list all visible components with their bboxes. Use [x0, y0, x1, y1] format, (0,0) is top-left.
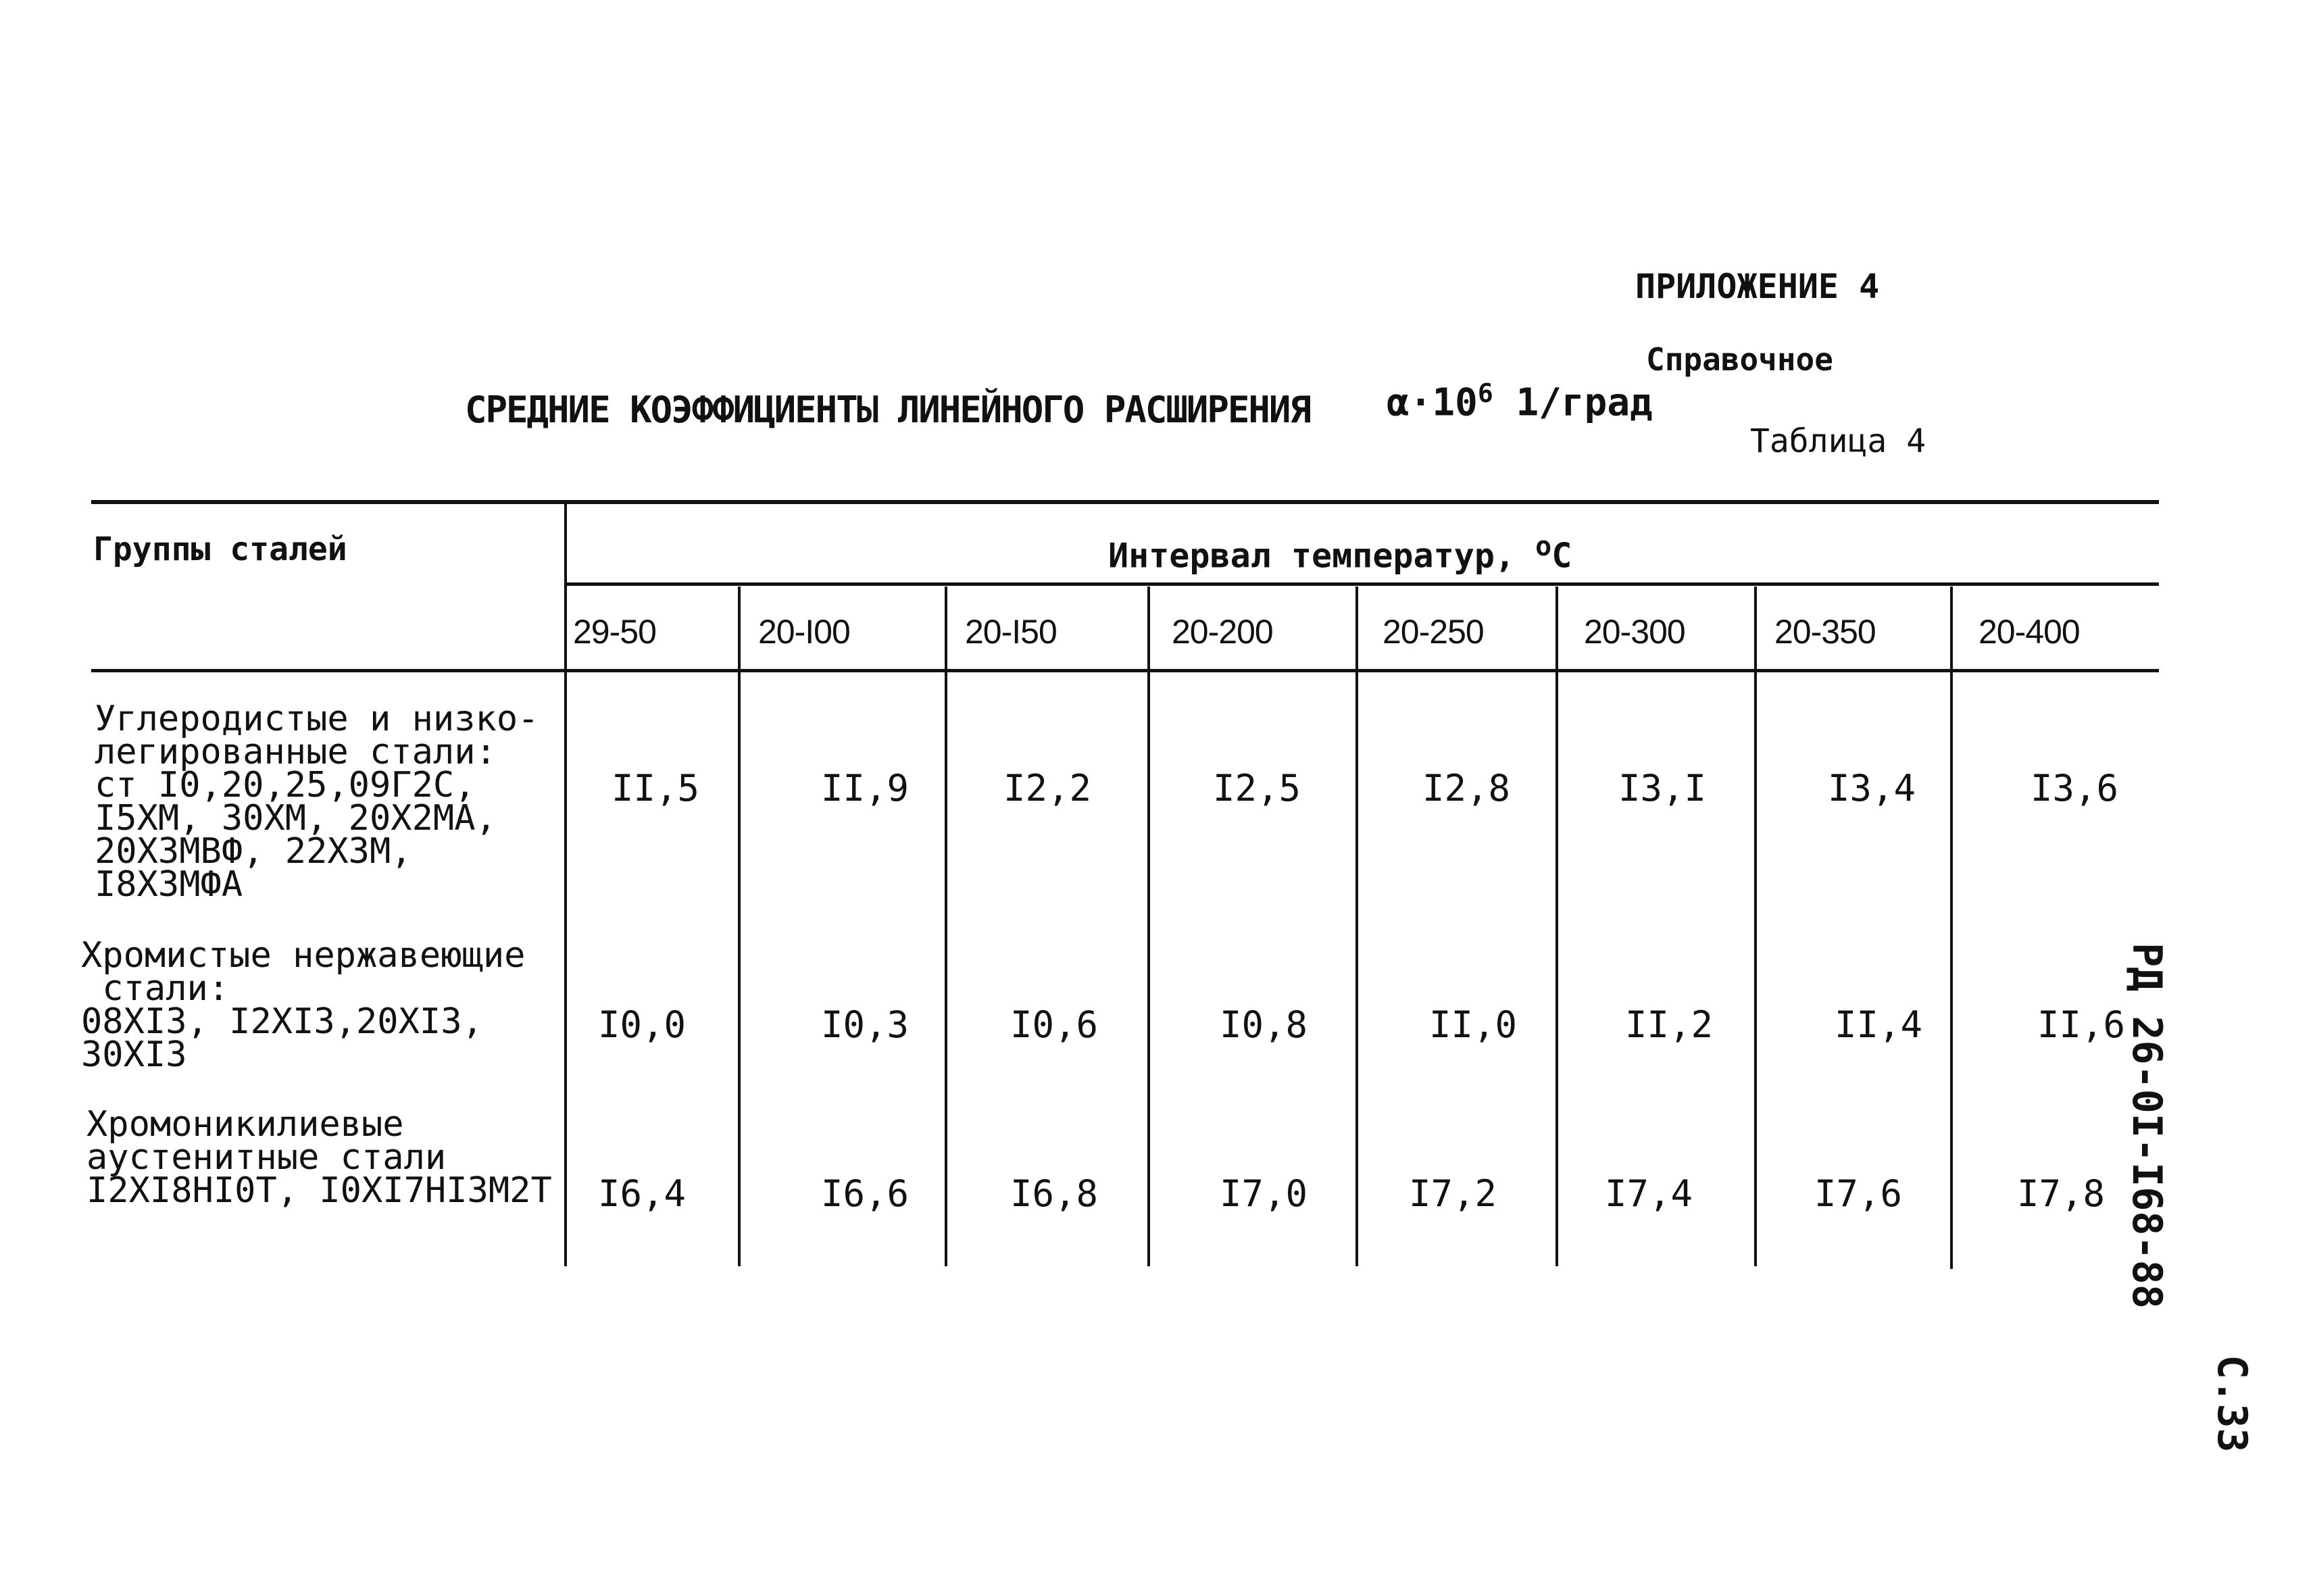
table-cell: I3,6: [2030, 767, 2119, 809]
table-cell: I3,I: [1618, 767, 1707, 809]
document-title: СРЕДНИЕ КОЭФФИЦИЕНТЫ ЛИНЕЙНОГО РАСШИРЕНИЯ: [465, 389, 1310, 431]
column-divider: [1555, 587, 1558, 1266]
interval-header-divider: [565, 582, 2159, 586]
interval-header-text: Интервал температур,: [1108, 536, 1516, 576]
range-header: 20-I00: [758, 613, 850, 651]
table-cell: I2,2: [1003, 767, 1092, 809]
table-cell: I7,4: [1604, 1172, 1693, 1215]
degree-sign: o: [1535, 531, 1552, 562]
table-cell: I6,6: [820, 1172, 910, 1215]
table-cell: I3,4: [1827, 767, 1916, 809]
appendix-label: ПРИЛОЖЕНИЕ 4: [1635, 267, 1880, 306]
page-number: С.33: [2208, 1355, 2256, 1453]
table-cell: II,2: [1624, 1003, 1714, 1046]
column-divider: [1355, 587, 1358, 1266]
steel-group-label: Углеродистые и низко- легированные стали: ст I0,20,25,09Г2С, I5ХМ, 30ХМ, 20Х2МА, 20Х3МВФ, 22Х3М, I8Х3МФА: [95, 699, 539, 905]
table-top-border: [91, 500, 2159, 504]
units-exponent: 6: [1477, 378, 1493, 408]
steel-group-label: Хромоникилиевые аустенитные стали I2ХI8НI0Т, I0ХI7НI3М2Т: [86, 1104, 552, 1211]
column-divider: [1754, 587, 1757, 1266]
table-cell: II,5: [611, 767, 700, 809]
steel-group-label: Хромистые нержавеющие стали: 08ХI3, I2ХI3,20ХI3, 30ХI3: [81, 935, 526, 1075]
table-cell: I2,8: [1422, 767, 1511, 809]
range-header: 29-50: [573, 613, 656, 651]
table-cell: I6,8: [1010, 1172, 1099, 1215]
interval-header-unit: C: [1551, 536, 1572, 576]
units-tail: 1/град: [1493, 380, 1653, 425]
column-divider: [564, 503, 567, 1266]
units-symbol: α·10: [1387, 380, 1478, 425]
range-header: 20-I50: [965, 613, 1057, 651]
table-cell: I7,0: [1219, 1172, 1308, 1215]
range-header: 20-350: [1774, 613, 1876, 651]
table-cell: II,6: [2037, 1003, 2126, 1046]
range-header: 20-250: [1383, 613, 1484, 651]
interval-column-header: [1108, 531, 1572, 576]
table-cell: II,0: [1428, 1003, 1518, 1046]
table-cell: I7,8: [2016, 1172, 2106, 1215]
table-cell: II,4: [1834, 1003, 1923, 1046]
table-cell: I0,3: [820, 1003, 910, 1046]
column-divider: [945, 587, 947, 1266]
range-header: 20-300: [1584, 613, 1685, 651]
table-cell: I7,2: [1408, 1172, 1497, 1215]
table-cell: II,9: [820, 767, 910, 809]
table-cell: I7,6: [1814, 1172, 1903, 1215]
table-cell: I2,5: [1212, 767, 1301, 809]
table-cell: I0,6: [1010, 1003, 1099, 1046]
document-code: РД 26-0I-I68-88: [2123, 943, 2170, 1309]
table-cell: I0,8: [1219, 1003, 1308, 1046]
column-divider: [1950, 587, 1953, 1269]
reference-label: Справочное: [1646, 341, 1833, 378]
table-cell: I6,4: [597, 1172, 687, 1215]
range-header: 20-200: [1172, 613, 1273, 651]
table-label: Таблица 4: [1750, 422, 1926, 460]
groups-column-header: Группы сталей: [93, 530, 347, 568]
table-cell: I0,0: [597, 1003, 687, 1046]
column-divider: [738, 587, 741, 1266]
column-divider: [1147, 587, 1150, 1266]
header-bottom-border: [91, 669, 2159, 672]
range-header: 20-400: [1978, 613, 2080, 651]
units-label: [1387, 378, 1653, 425]
